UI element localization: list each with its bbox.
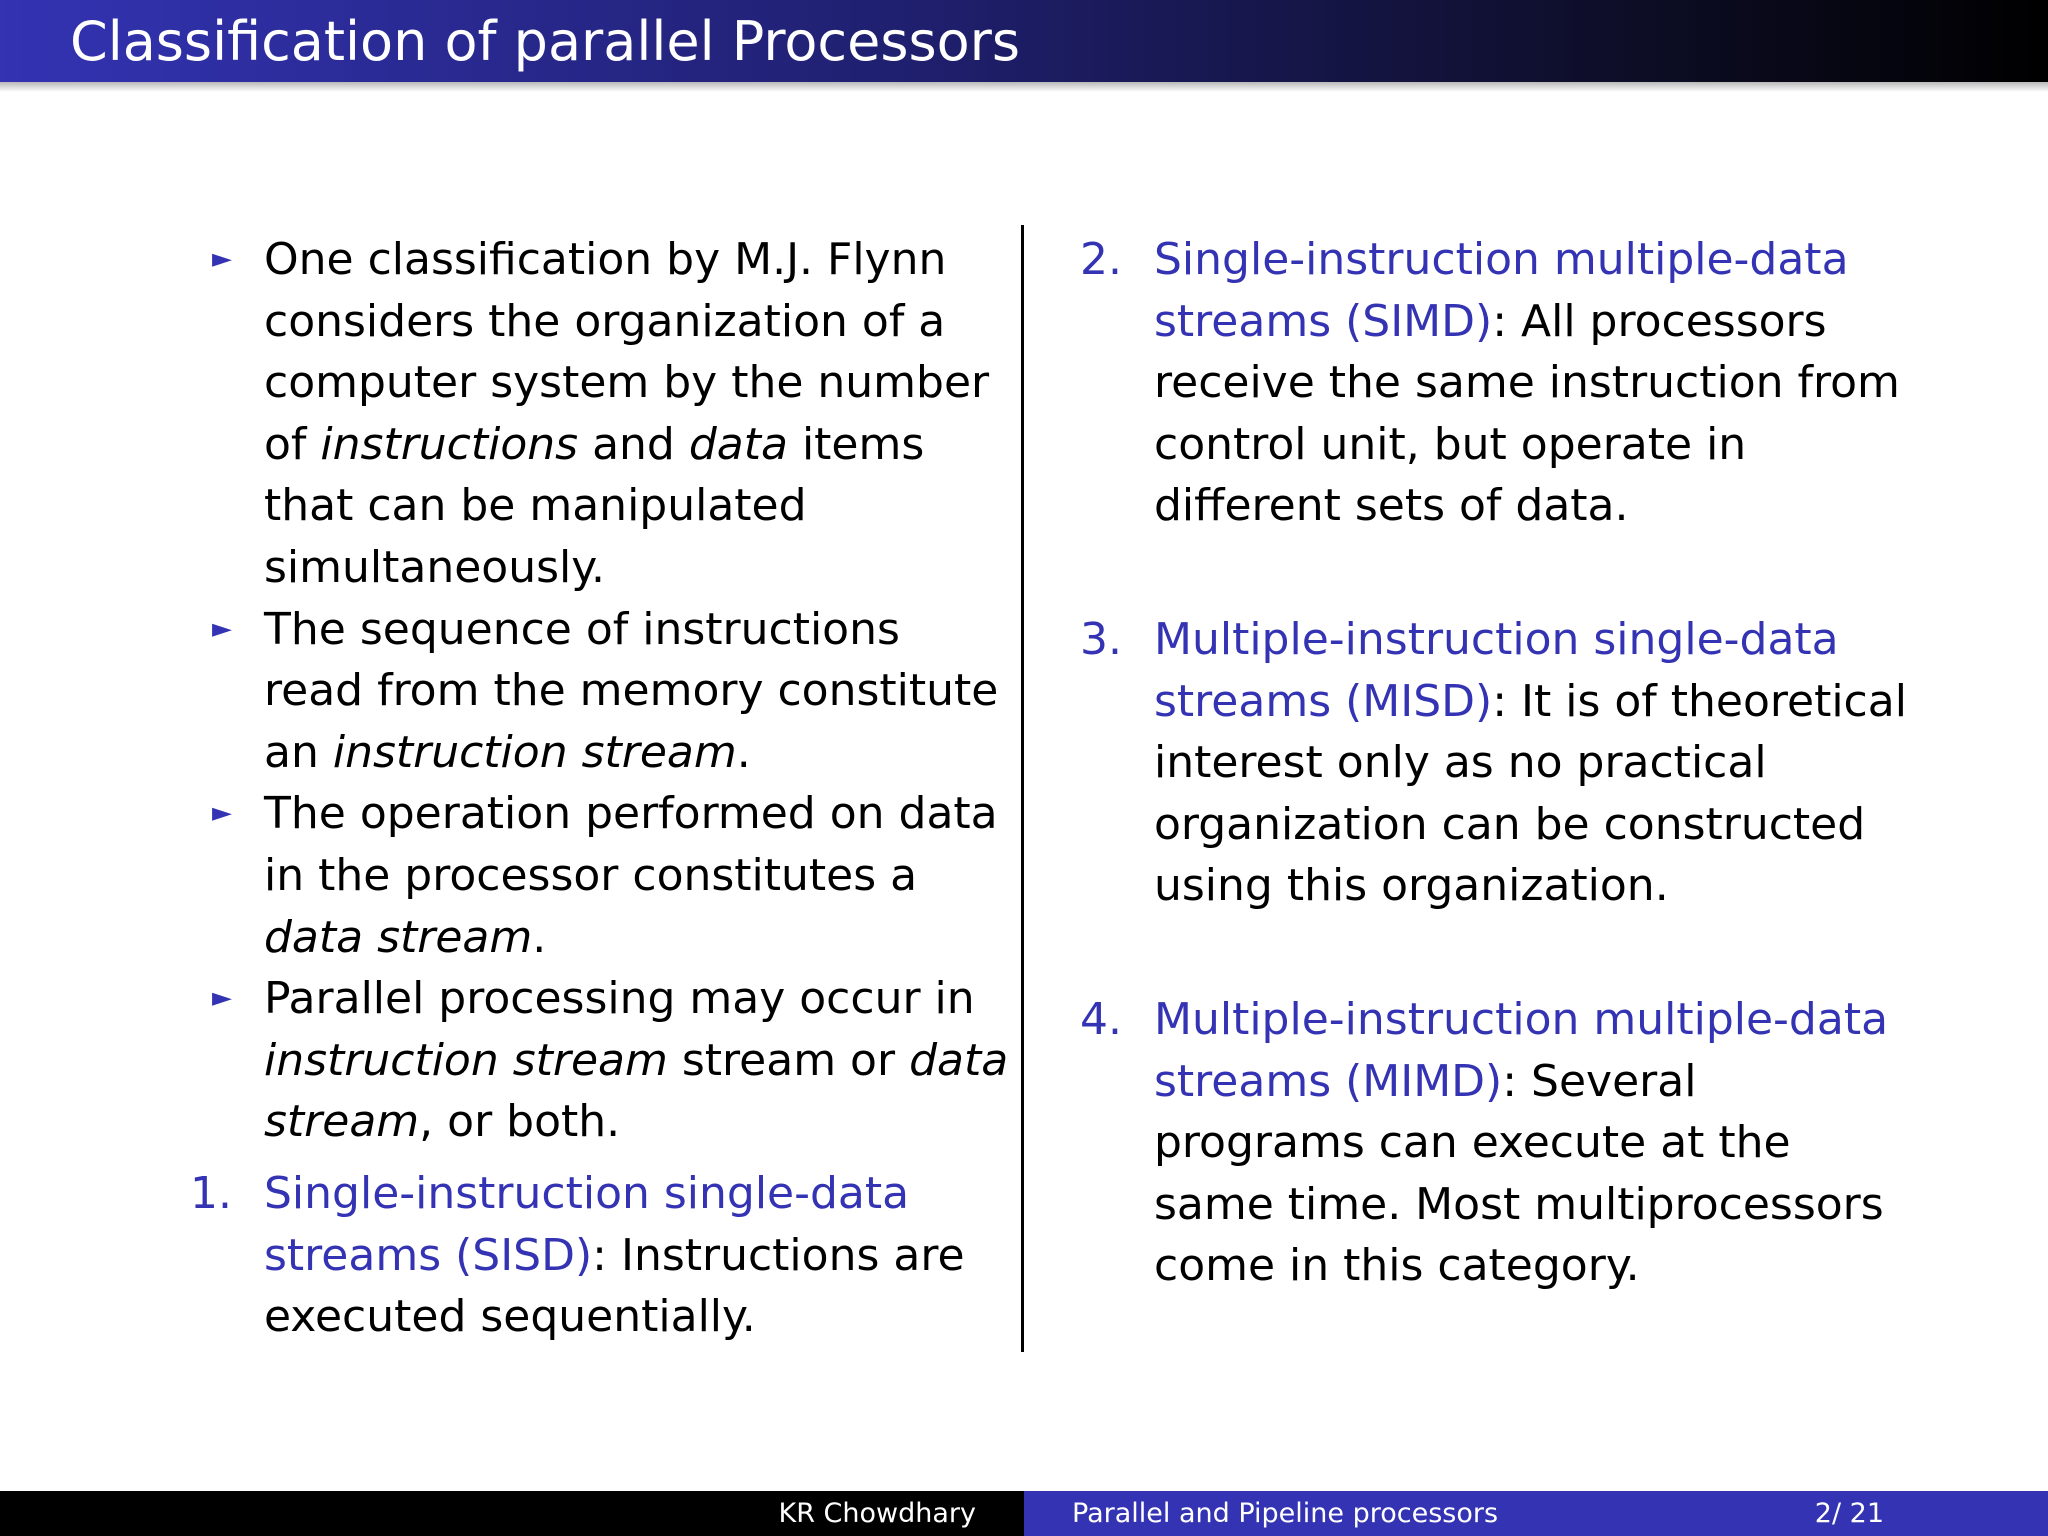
emphasis-text: instructions	[320, 418, 579, 470]
bullet-text: stream or	[667, 1034, 910, 1086]
footer	[0, 1491, 2048, 1536]
term-text: Single-instruction single-data streams (SISD)	[264, 1167, 910, 1281]
emphasis-text: data stream	[264, 911, 533, 963]
footer-talk-title: Parallel and Pipeline processors	[1072, 1498, 1499, 1529]
description-text: : Several programs can execute at the same time. Most multiprocessors come in this category.	[1154, 1055, 1884, 1292]
bullet-item	[190, 229, 1010, 599]
bullet-text: .	[736, 726, 751, 778]
description-text: : It is of theoretical interest only as no practical organization can be constructed using this organization.	[1154, 675, 1907, 912]
bullet-text: , or both.	[419, 1096, 621, 1148]
description-text: : All processors receive the same instruction from control unit, but operate in different sets of data.	[1154, 295, 1900, 532]
bullet-item	[190, 968, 1010, 1153]
description-text: : Instructions are executed sequentially.	[264, 1229, 965, 1343]
emphasis-text: data stream	[264, 1034, 1009, 1148]
item-number: 1.	[190, 1167, 232, 1219]
bullet-text: .	[532, 911, 547, 963]
term-text: Multiple-instruction single-data streams (MISD)	[1154, 613, 1839, 727]
triangle-right-icon: ►	[212, 244, 232, 274]
title-bar	[0, 0, 2048, 82]
bullet-item	[190, 783, 1010, 968]
title-bar-shadow	[0, 82, 2048, 92]
item-number: 4.	[1080, 993, 1122, 1045]
bullet-text: One classification by M.J. Flynn considers the organization of a computer system by the number of	[264, 234, 990, 470]
term-text: Single-instruction multiple-data streams (SIMD)	[1154, 234, 1849, 347]
right-column	[1080, 229, 1920, 1297]
emphasis-text: data	[688, 418, 788, 470]
bullet-text: The sequence of instructions read from the memory constitute an	[264, 603, 999, 778]
term-text: Multiple-instruction multiple-data streams (MIMD)	[1154, 993, 1889, 1107]
triangle-right-icon: ►	[212, 983, 232, 1014]
bullet-text: The operation performed on data in the processor constitutes a	[264, 788, 998, 901]
emphasis-text: instruction stream	[264, 1034, 668, 1086]
footer-author: KR Chowdhary	[778, 1498, 976, 1529]
item-number: 3.	[1080, 613, 1122, 665]
numbered-item-simd	[1080, 229, 1920, 537]
left-column	[190, 229, 1010, 1348]
bullet-text: Parallel processing may occur in	[264, 973, 975, 1025]
bullet-item	[190, 599, 1010, 784]
slide-title: Classification of parallel Processors	[70, 10, 1020, 73]
bullet-text: and	[578, 418, 689, 470]
item-number: 2.	[1080, 234, 1122, 285]
footer-title-panel	[1024, 1491, 2048, 1536]
footer-page-number: 2/ 21	[1814, 1498, 1884, 1529]
column-divider	[1021, 225, 1024, 1352]
triangle-right-icon: ►	[212, 798, 232, 829]
triangle-right-icon: ►	[212, 613, 232, 644]
numbered-item-misd	[1080, 609, 1920, 917]
numbered-item-mimd	[1080, 989, 1920, 1297]
bullet-text: items that can be manipulated simultaneously.	[264, 418, 925, 593]
numbered-item-sisd	[190, 1163, 1010, 1348]
emphasis-text: instruction stream	[332, 726, 737, 778]
footer-author-panel	[0, 1491, 1024, 1536]
